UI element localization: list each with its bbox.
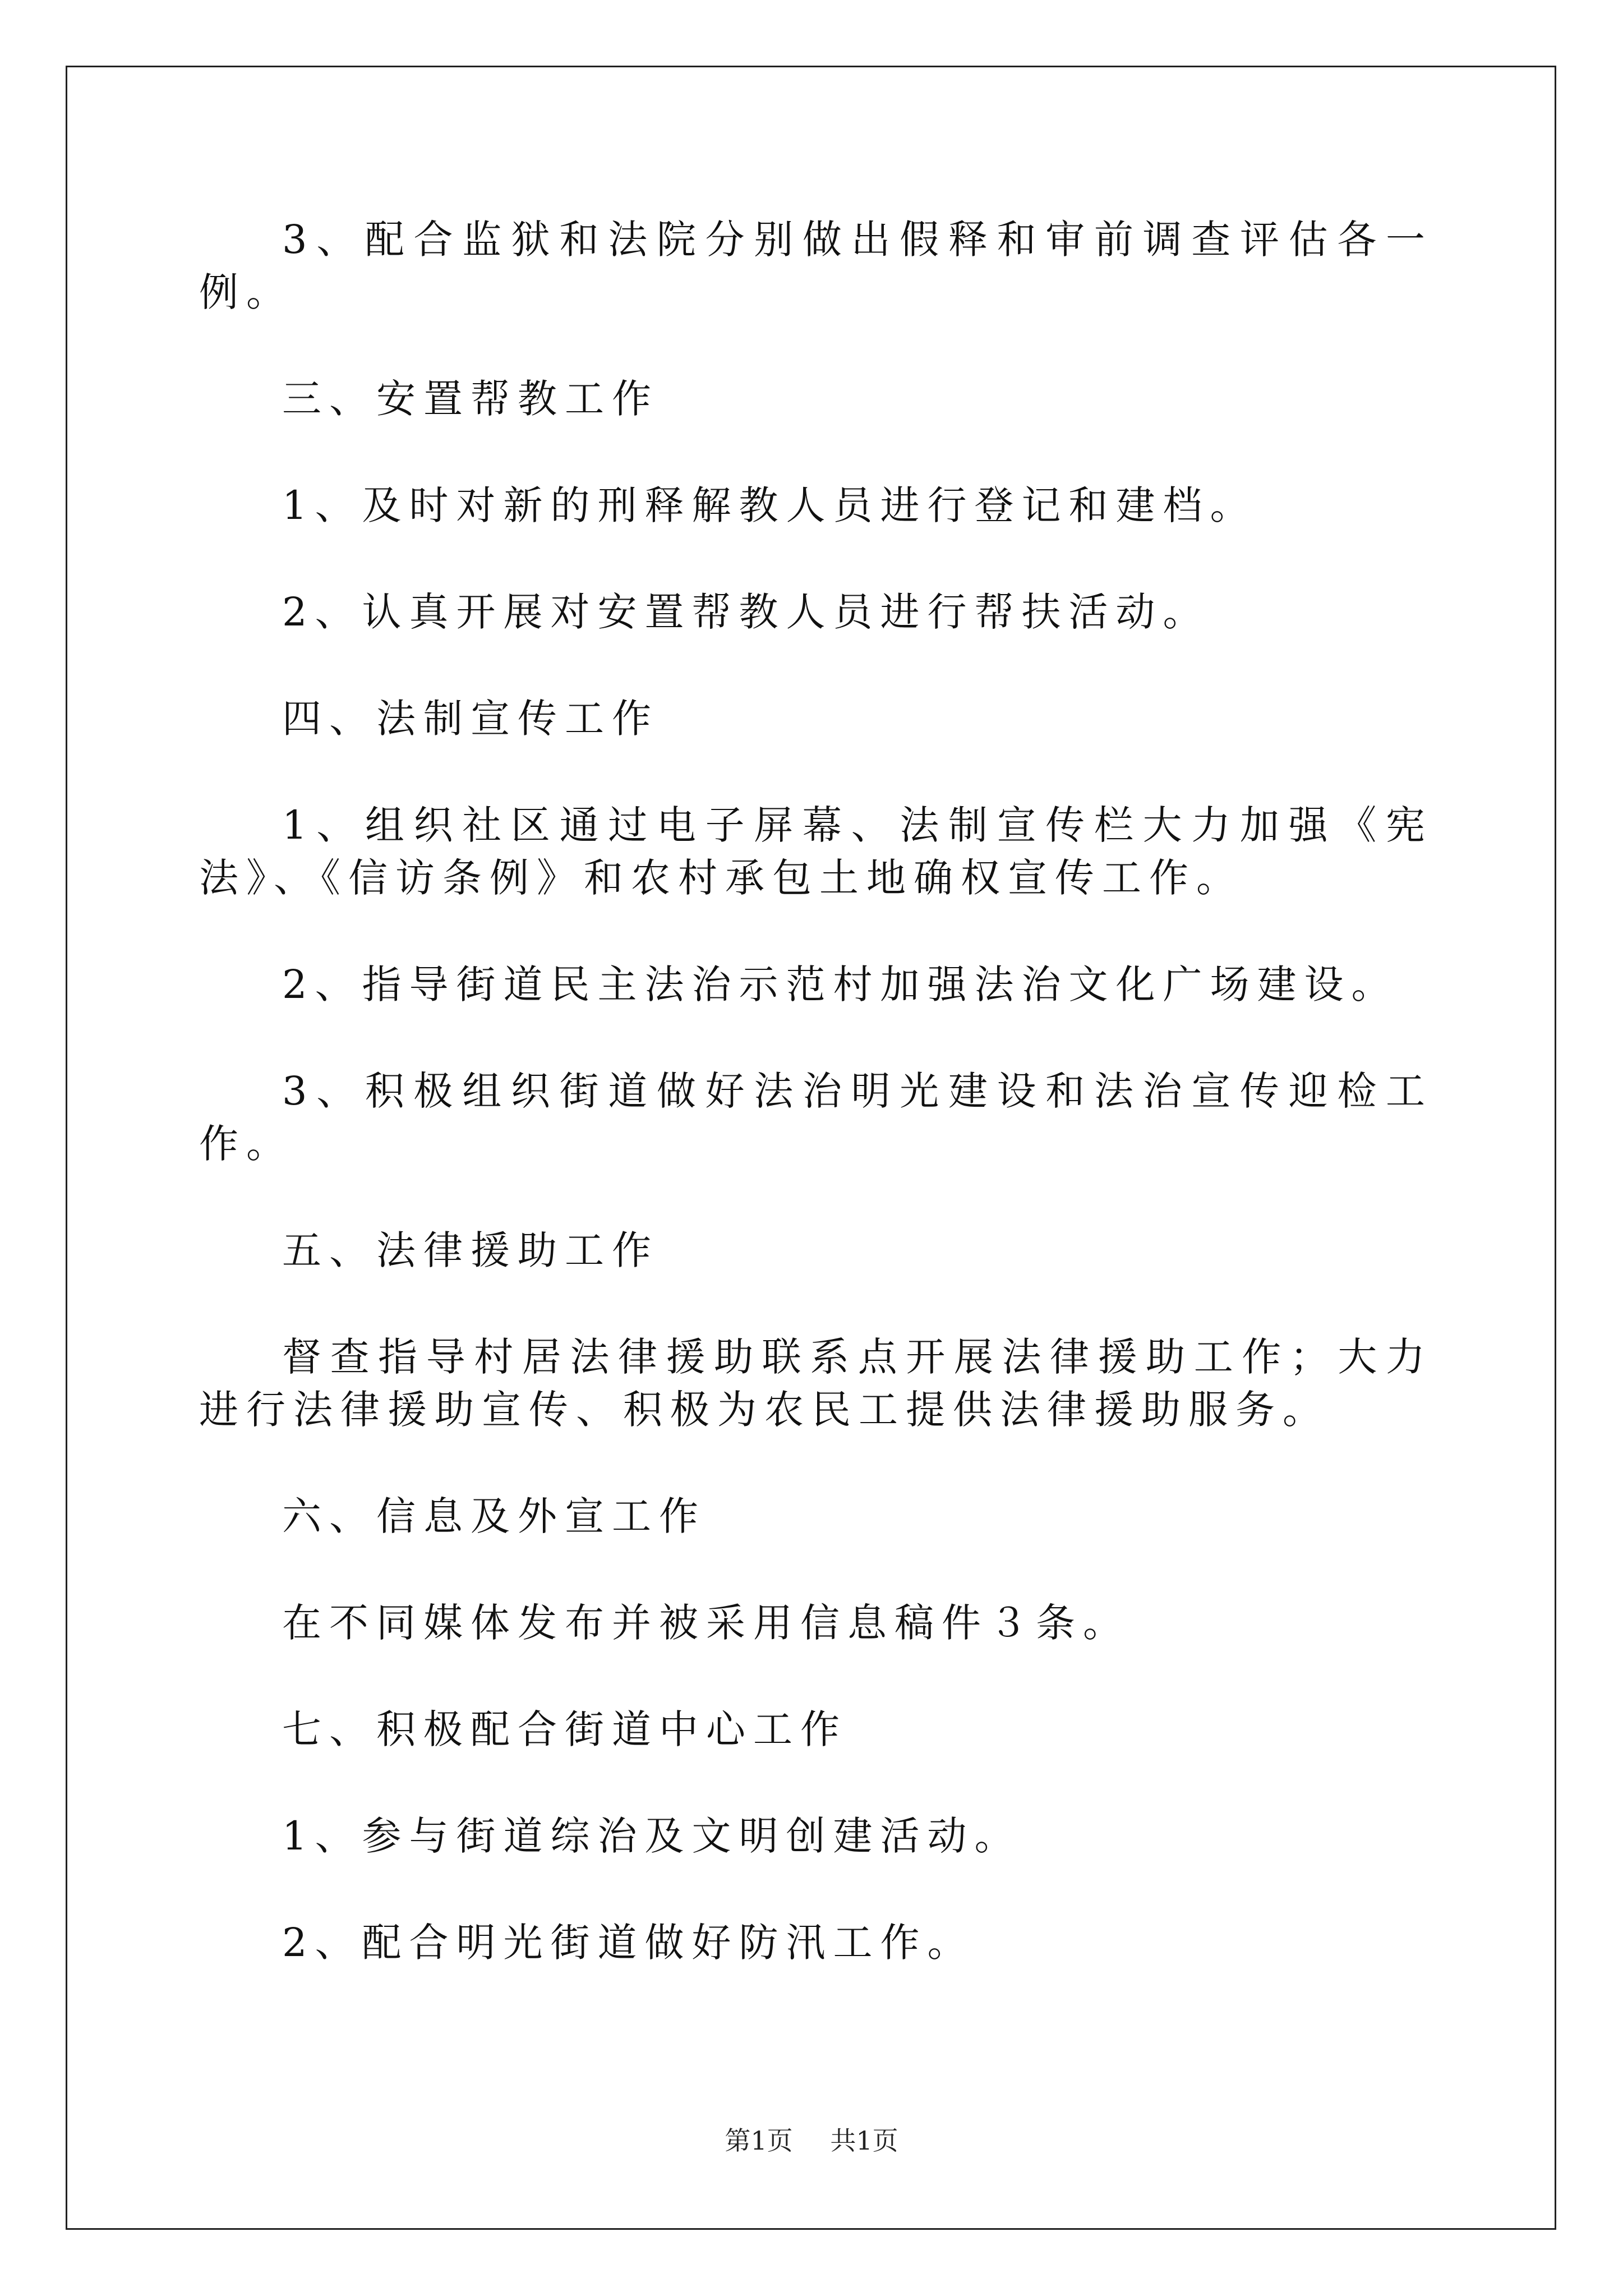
- section-heading-6: 六、信息及外宣工作: [282, 1493, 706, 1539]
- section-heading-3: 三、安置帮教工作: [282, 376, 659, 422]
- document-body: [199, 213, 1433, 2023]
- paragraph-2: 1、及时对新的刑释解教人员进行登记和建档。: [282, 482, 1257, 528]
- page-footer: [0, 2120, 1623, 2157]
- paragraph-9: 1、参与街道综治及文明创建活动。: [282, 1813, 1022, 1859]
- section-heading-7: 七、积极配合街道中心工作: [282, 1706, 847, 1752]
- paragraph-4: 1、组织社区通过电子屏幕、法制宣传栏大力加强《宪法》、《信访条例》和农村承包土地确权宣传工作。: [199, 802, 1433, 901]
- paragraph-7: 督查指导村居法律援助联系点开展法律援助工作；大力进行法律援助宣传、积极为农民工提供法律援助服务。: [199, 1334, 1433, 1433]
- paragraph-3: 2、认真开展对安置帮教人员进行帮扶活动。: [282, 589, 1210, 635]
- paragraph-6: 3、积极组织街道做好法治明光建设和法治宣传迎检工作。: [199, 1068, 1433, 1167]
- paragraph-8: 在不同媒体发布并被采用信息稿件３条。: [282, 1600, 1130, 1646]
- paragraph-5: 2、指导街道民主法治示范村加强法治文化广场建设。: [282, 961, 1399, 1007]
- section-heading-5: 五、法律援助工作: [282, 1227, 659, 1273]
- paragraph-10: 2、配合明光街道做好防汛工作。: [282, 1920, 975, 1966]
- page-total: 共1页: [830, 2125, 898, 2156]
- page-number: 第1页: [725, 2125, 793, 2156]
- paragraph-1: 3、配合监狱和法院分别做出假释和审前调查评估各一例。: [199, 217, 1433, 315]
- section-heading-4: 四、法制宣传工作: [282, 696, 659, 742]
